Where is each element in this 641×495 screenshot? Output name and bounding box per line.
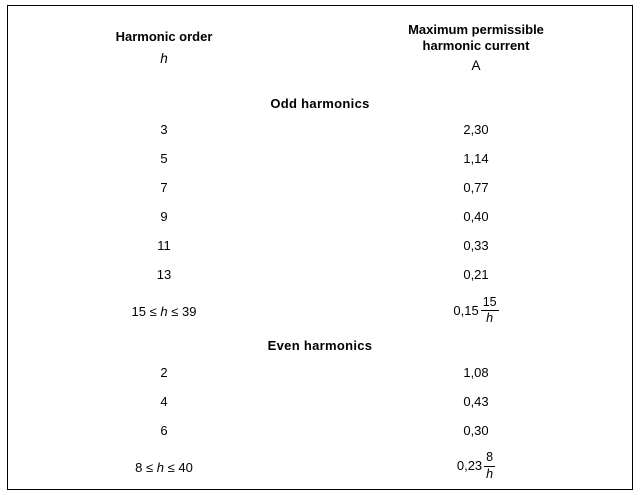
cell-harmonic-order: 13 xyxy=(156,267,172,283)
cell-max-current: 0,43 xyxy=(463,394,489,409)
formula-fraction xyxy=(484,451,495,480)
header-harmonic-order-symbol: h xyxy=(160,51,168,67)
formula-numerator: 15 xyxy=(481,296,499,311)
table-row xyxy=(8,231,632,260)
cell-max-current: 0,33 xyxy=(463,238,489,254)
table-header-row xyxy=(8,6,632,91)
table-row xyxy=(8,416,632,445)
cell-max-current: 0,40 xyxy=(463,209,489,225)
section-header-row-odd xyxy=(8,91,632,116)
harmonics-table-container xyxy=(7,5,633,490)
cell-max-current: 0,21 xyxy=(463,267,489,283)
formula-coefficient: 0,23 xyxy=(456,458,483,474)
range-prefix: 15 ≤ xyxy=(131,303,161,319)
formula-coefficient: 0,15 xyxy=(453,302,479,318)
cell-harmonic-order: 6 xyxy=(160,423,168,438)
cell-harmonic-order: 11 xyxy=(157,238,171,254)
cell-harmonic-order: 4 xyxy=(160,394,168,409)
range-symbol: h xyxy=(160,303,168,319)
header-max-current-line1: Maximum permissible xyxy=(408,22,544,38)
table-row xyxy=(8,173,632,202)
table-row xyxy=(8,358,632,387)
header-max-current xyxy=(320,6,632,91)
cell-harmonic-order-range xyxy=(8,289,320,333)
header-harmonic-order-title: Harmonic order xyxy=(115,29,213,45)
section-header-row-even xyxy=(8,333,632,358)
formula-fraction xyxy=(481,296,499,325)
cell-harmonic-order: 2 xyxy=(160,365,168,380)
cell-harmonic-order: 3 xyxy=(160,122,168,138)
cell-max-current: 1,14 xyxy=(463,151,489,167)
cell-harmonic-order-range xyxy=(8,445,320,489)
cell-max-current-formula xyxy=(320,445,632,489)
range-prefix: 8 ≤ xyxy=(135,459,157,475)
table-row xyxy=(8,289,632,333)
cell-max-current: 2,30 xyxy=(463,122,489,138)
section-label-even: Even harmonics xyxy=(267,338,373,354)
formula-denominator: h xyxy=(486,310,494,325)
range-suffix: ≤ 40 xyxy=(164,459,193,475)
section-label-odd: Odd harmonics xyxy=(270,95,370,111)
table-row xyxy=(8,387,632,416)
table-row xyxy=(8,260,632,289)
table-row xyxy=(8,445,632,489)
formula-numerator: 8 xyxy=(484,451,495,466)
cell-harmonic-order: 5 xyxy=(160,151,168,167)
cell-harmonic-order: 9 xyxy=(160,209,168,225)
range-symbol: h xyxy=(156,459,164,475)
header-max-current-line2: harmonic current xyxy=(422,38,530,54)
cell-max-current: 0,77 xyxy=(463,180,489,196)
table-row xyxy=(8,115,632,144)
cell-max-current-formula xyxy=(320,289,632,333)
range-suffix: ≤ 39 xyxy=(167,303,197,319)
table-row xyxy=(8,202,632,231)
harmonics-table xyxy=(8,6,632,489)
table-row xyxy=(8,144,632,173)
cell-max-current: 1,08 xyxy=(463,365,489,380)
header-harmonic-order xyxy=(8,6,320,91)
header-max-current-unit: A xyxy=(471,58,481,74)
cell-harmonic-order: 7 xyxy=(160,180,168,196)
formula-denominator: h xyxy=(486,466,494,481)
cell-max-current: 0,30 xyxy=(463,423,489,438)
